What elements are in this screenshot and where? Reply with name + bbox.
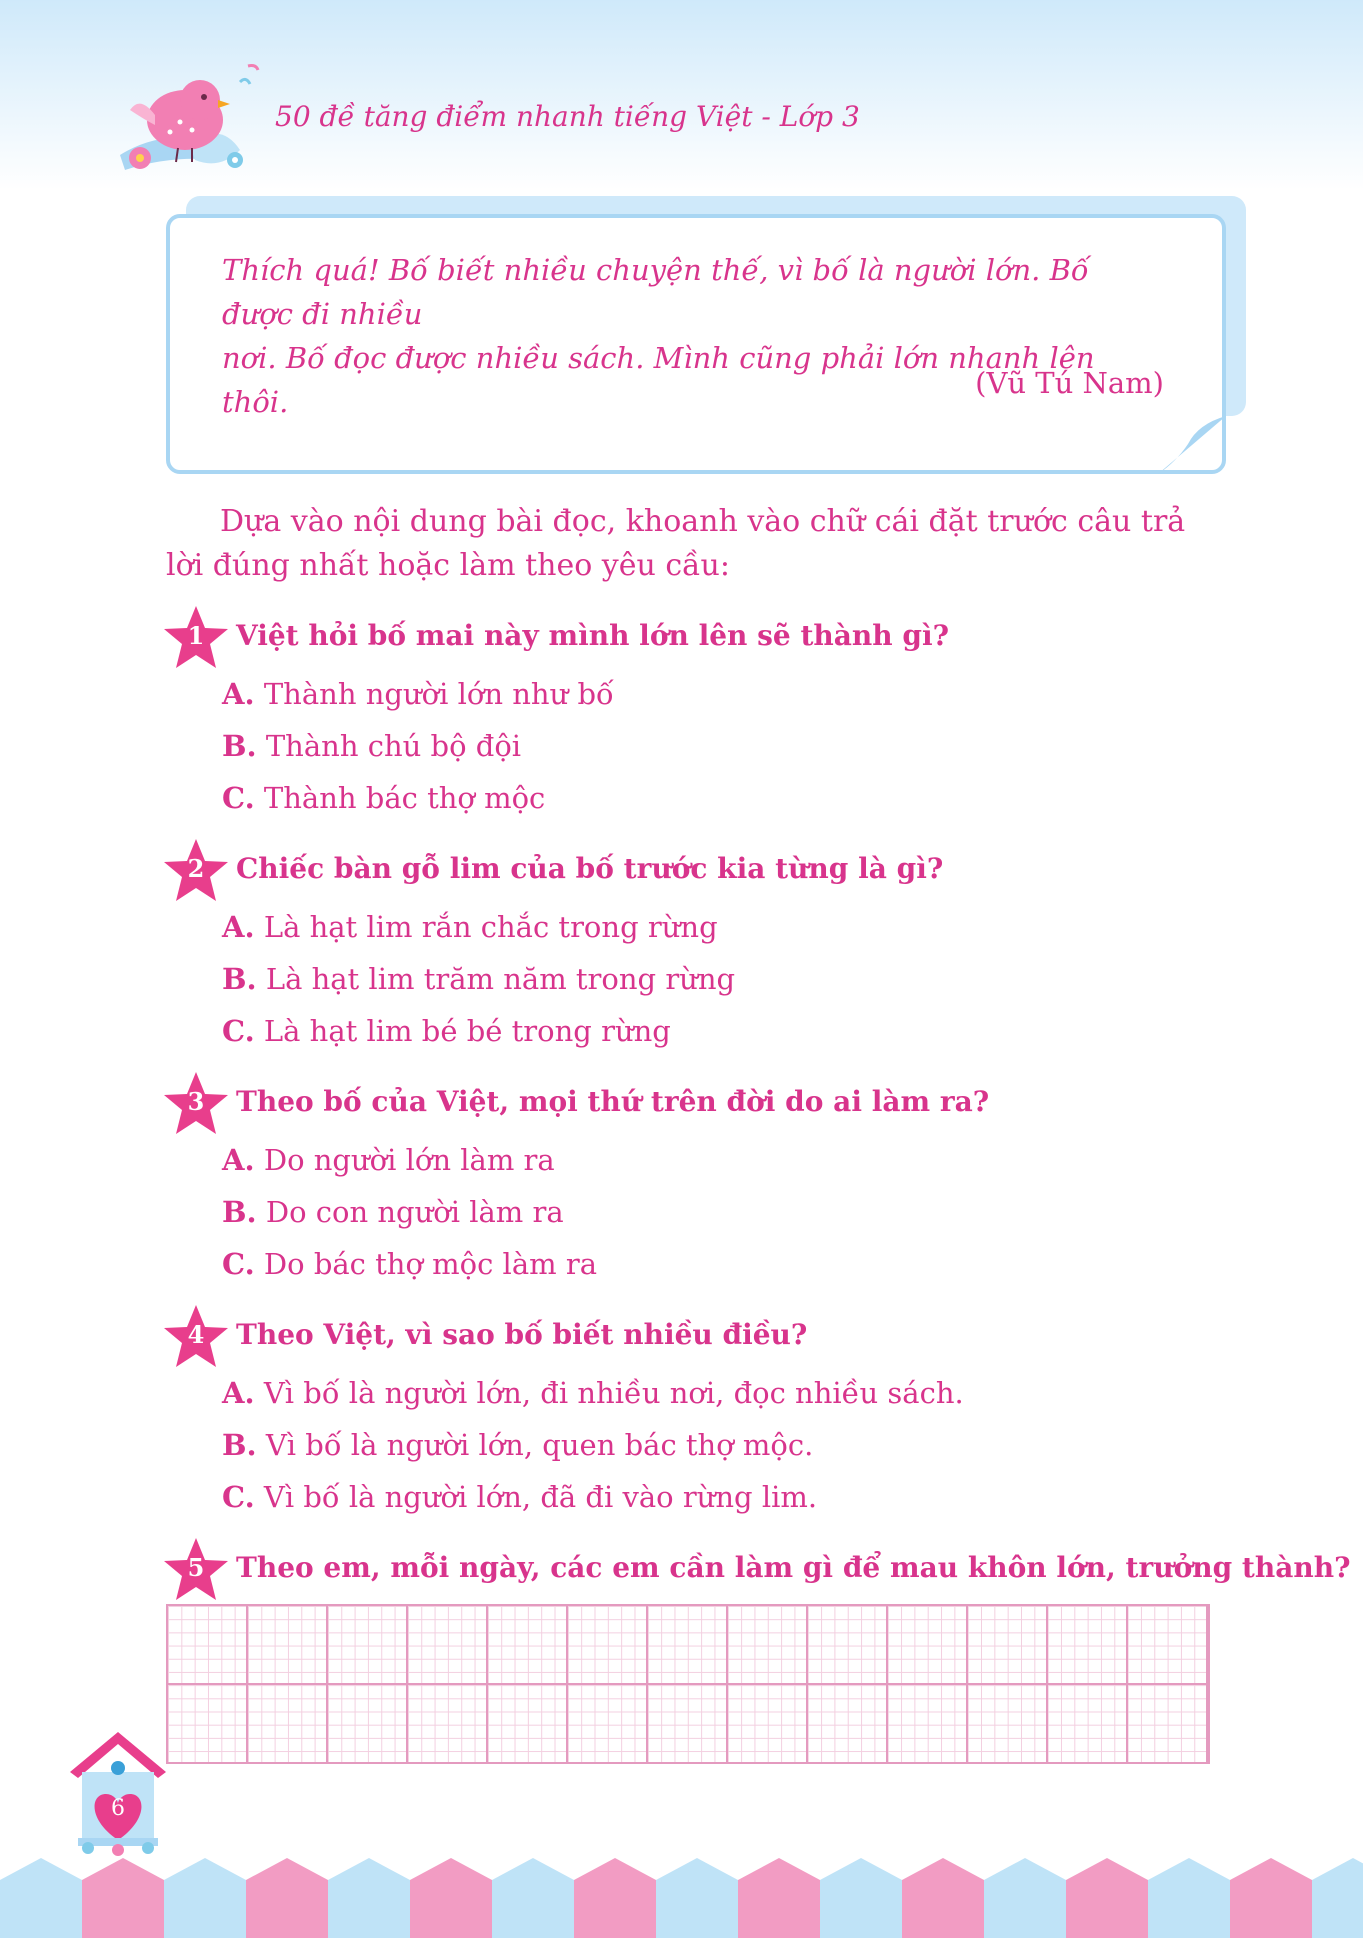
option-letter: B. [222, 1428, 257, 1462]
option-letter: B. [222, 729, 257, 763]
fence-picket [246, 1858, 328, 1938]
option-text: Thành người lớn như bố [254, 677, 614, 711]
option-b[interactable] [222, 726, 521, 766]
question-number: 1 [187, 621, 205, 650]
option-a[interactable] [222, 1373, 964, 1413]
option-c[interactable] [222, 1011, 671, 1051]
birdhouse-icon [68, 1728, 168, 1856]
option-letter: B. [222, 1195, 257, 1229]
fence-picket [984, 1858, 1066, 1938]
page-number: 6 [111, 1796, 125, 1821]
option-letter: A. [222, 1376, 255, 1410]
option-letter: C. [222, 1014, 255, 1048]
option-text: Do bác thợ mộc làm ra [254, 1247, 597, 1281]
question-number: 3 [187, 1087, 205, 1116]
question-1 [0, 610, 1363, 850]
fence-picket [820, 1858, 902, 1938]
option-text: Thành bác thợ mộc [254, 781, 546, 815]
question-4 [0, 1309, 1363, 1549]
option-b[interactable] [222, 1425, 813, 1465]
option-a[interactable] [222, 674, 614, 714]
question-number: 5 [187, 1553, 205, 1582]
passage-line-1: Thích quá! Bố biết nhiều chuyện thế, vì bố là người lớn. Bố được đi nhiều [222, 253, 1089, 331]
question-3 [0, 1076, 1363, 1316]
option-letter: A. [222, 677, 255, 711]
fence-picket [1230, 1858, 1312, 1938]
passage-author: (Vũ Tú Nam) [975, 366, 1164, 400]
fence-picket [574, 1858, 656, 1938]
page-curl-icon [1158, 414, 1228, 476]
passage-line-2: nơi. Bố đọc được nhiều sách. Mình cũng phải lớn nhanh lên thôi. [222, 341, 1095, 419]
fence-picket [0, 1858, 82, 1938]
question-text: Theo em, mỗi ngày, các em cần làm gì để mau khôn lớn, trưởng thành? [236, 1551, 1351, 1584]
option-letter: B. [222, 962, 257, 996]
question-number: 4 [187, 1320, 205, 1349]
question-2 [0, 843, 1363, 1083]
fence-picket [1312, 1858, 1363, 1938]
option-text: Là hạt lim bé bé trong rừng [254, 1014, 671, 1048]
question-number: 2 [187, 854, 205, 883]
fence-picket [738, 1858, 820, 1938]
question-text: Chiếc bàn gỗ lim của bố trước kia từng là gì? [236, 852, 944, 885]
option-text: Là hạt lim trăm năm trong rừng [256, 962, 736, 996]
fence-picket [492, 1858, 574, 1938]
option-b[interactable] [222, 959, 735, 999]
fence-picket [410, 1858, 492, 1938]
option-text: Vì bố là người lớn, đã đi vào rừng lim. [254, 1480, 818, 1514]
option-text: Là hạt lim rắn chắc trong rừng [254, 910, 718, 944]
option-c[interactable] [222, 1244, 597, 1284]
option-b[interactable] [222, 1192, 564, 1232]
option-c[interactable] [222, 1477, 817, 1517]
fence-picket [902, 1858, 984, 1938]
question-5 [0, 1542, 1363, 1602]
option-text: Vì bố là người lớn, quen bác thợ mộc. [256, 1428, 814, 1462]
fence-picket [1148, 1858, 1230, 1938]
question-text: Theo bố của Việt, mọi thứ trên đời do ai làm ra? [236, 1085, 990, 1118]
option-a[interactable] [222, 907, 718, 947]
option-letter: C. [222, 781, 255, 815]
bird-icon [100, 60, 260, 190]
option-letter: A. [222, 1143, 255, 1177]
option-text: Do con người làm ra [256, 1195, 564, 1229]
option-letter: C. [222, 1247, 255, 1281]
option-letter: C. [222, 1480, 255, 1514]
fence-picket [328, 1858, 410, 1938]
fence-picket [164, 1858, 246, 1938]
passage-box [166, 214, 1226, 474]
fence-decoration [0, 1858, 1363, 1938]
fence-picket [82, 1858, 164, 1938]
question-text: Theo Việt, vì sao bố biết nhiều điều? [236, 1318, 808, 1351]
option-c[interactable] [222, 778, 545, 818]
option-text: Do người lớn làm ra [254, 1143, 555, 1177]
book-title: 50 đề tăng điểm nhanh tiếng Việt - Lớp 3 [275, 100, 860, 133]
fence-picket [1066, 1858, 1148, 1938]
writing-grid[interactable] [166, 1604, 1210, 1764]
option-a[interactable] [222, 1140, 555, 1180]
option-text: Thành chú bộ đội [256, 729, 522, 763]
option-letter: A. [222, 910, 255, 944]
option-text: Vì bố là người lớn, đi nhiều nơi, đọc nhiều sách. [254, 1376, 964, 1410]
fence-picket [656, 1858, 738, 1938]
instructions: Dựa vào nội dung bài đọc, khoanh vào chữ cái đặt trước câu trả lời đúng nhất hoặc làm theo yêu cầu: [166, 504, 1186, 583]
question-text: Việt hỏi bố mai này mình lớn lên sẽ thành gì? [236, 619, 950, 652]
